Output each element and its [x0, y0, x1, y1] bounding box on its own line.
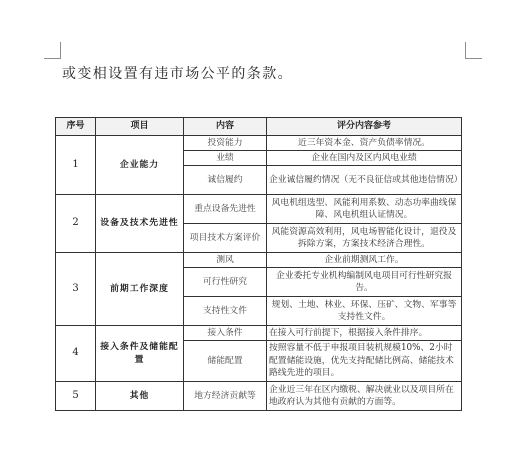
table-row: [56, 195, 462, 224]
row-number: 4: [56, 326, 96, 382]
header-item: 项目: [96, 118, 184, 136]
row-content: 支持性文件: [184, 297, 267, 326]
intro-text: 或变相设置有违市场公平的条款。: [62, 66, 293, 82]
row-item: 前期工作深度: [96, 253, 184, 326]
table-row: [56, 136, 462, 151]
table-row: [56, 326, 462, 341]
header-no: 序号: [56, 118, 96, 136]
crop-mark-top-right: [465, 42, 482, 59]
row-reference: 风能资源高效利用，风电场智能化设计，退役及拆除方案，方案技术经济合理性。: [267, 224, 462, 253]
header-content: 内容: [184, 118, 267, 136]
row-item: 接入条件及储能配置: [96, 326, 184, 382]
row-reference: 企业前期测风工作。: [267, 253, 462, 268]
row-content: 储能配置: [184, 341, 267, 382]
row-content: 可行性研究: [184, 268, 267, 297]
row-reference: 企业委托专业机构编制风电项目可行性研究报告。: [267, 268, 462, 297]
row-reference: 近三年资本金、资产负债率情况。: [267, 136, 462, 151]
row-content: 投资能力: [184, 136, 267, 151]
row-content: 业绩: [184, 151, 267, 166]
row-reference: 在接入可行前提下，根据接入条件排序。: [267, 326, 462, 341]
row-content: 接入条件: [184, 326, 267, 341]
row-number: 5: [56, 382, 96, 411]
crop-mark-top-left: [44, 42, 61, 59]
row-content: 项目技术方案评价: [184, 224, 267, 253]
header-reference: 评分内容参考: [267, 118, 462, 136]
row-item: 其他: [96, 382, 184, 411]
row-content: 诚信履约: [184, 166, 267, 195]
row-reference: 按照容量不低于申报项目装机规模10%、2小时配置储能设施，优先支持配储比例高、储能技术路线先进的项目。: [267, 341, 462, 382]
row-reference: 企业诚信履约情况（无不良征信或其他违信情况）: [267, 166, 462, 195]
row-reference: 企业在国内及区内风电业绩: [267, 151, 462, 166]
row-number: 1: [56, 136, 96, 195]
header-row: [56, 118, 462, 136]
table-row: [56, 253, 462, 268]
row-reference: 风电机组选型、风能利用系数、动态功率曲线保障、风电机组认证情况。: [267, 195, 462, 224]
row-content: 测风: [184, 253, 267, 268]
row-item: 设备及技术先进性: [96, 195, 184, 253]
row-content: 重点设备先进性: [184, 195, 267, 224]
row-reference: 规划、土地、林业、环保、压矿、文物、军事等支持性文件。: [267, 297, 462, 326]
row-number: 2: [56, 195, 96, 253]
row-number: 3: [56, 253, 96, 326]
row-item: 企业能力: [96, 136, 184, 195]
table-row: [56, 382, 462, 411]
row-content: 地方经济贡献等: [184, 382, 267, 411]
row-reference: 企业近三年在区内缴税、解决就业以及项目所在地政府认为其他有贡献的方面等。: [267, 382, 462, 411]
criteria-table: [55, 117, 462, 411]
